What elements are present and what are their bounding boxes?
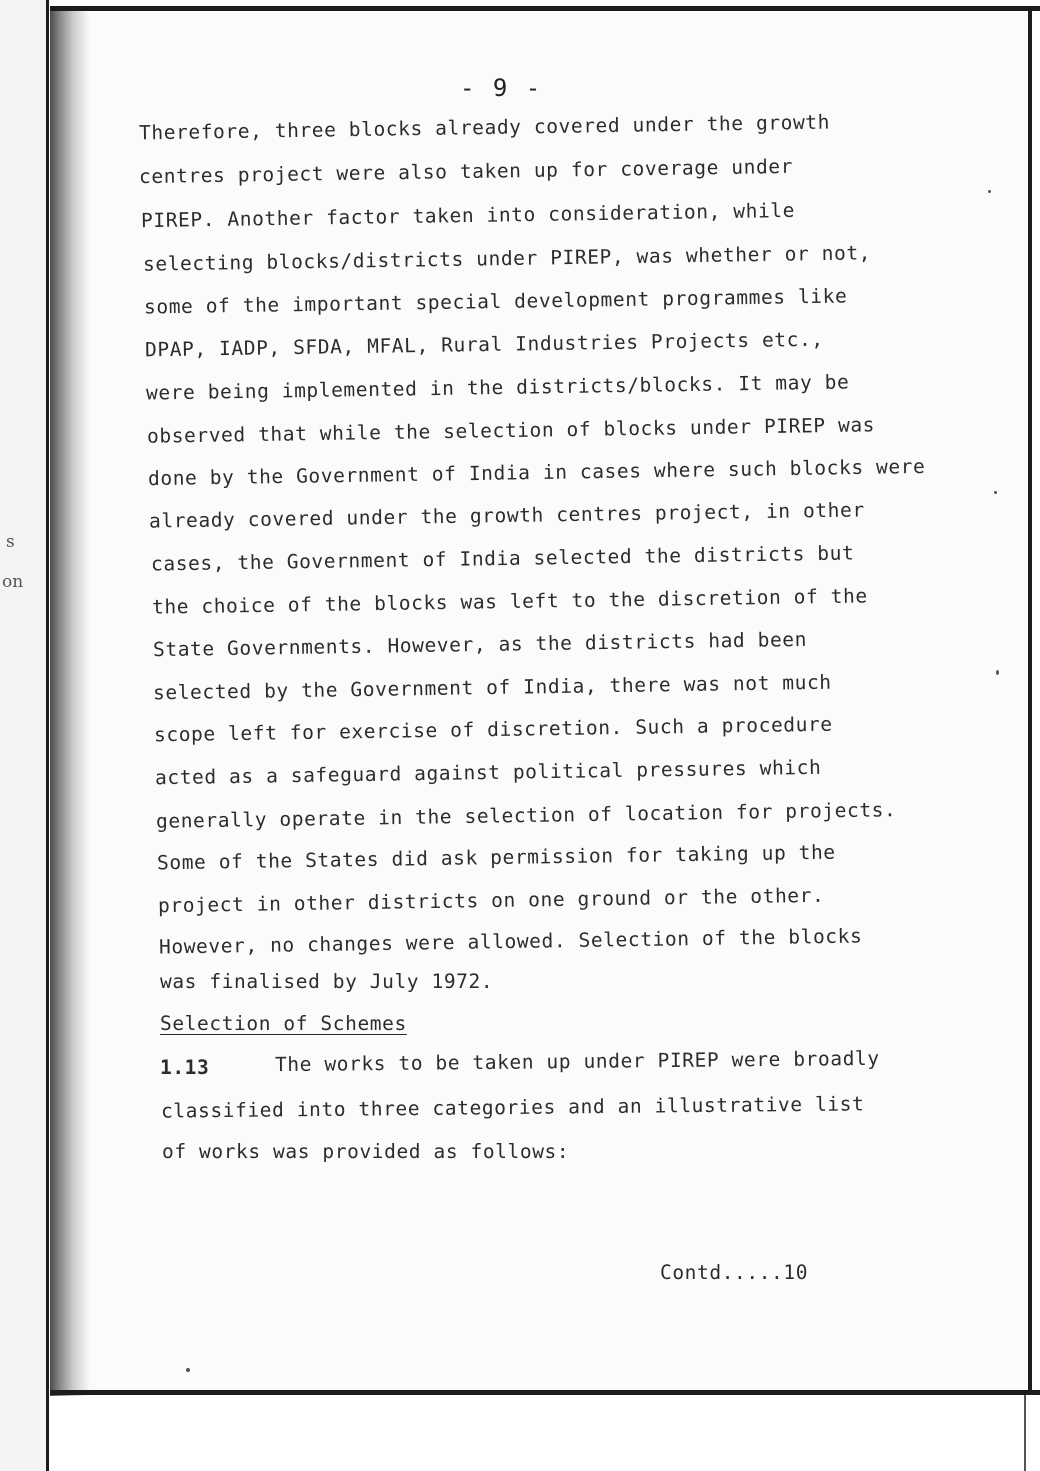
body-line: Therefore, three blocks already covered under the growth bbox=[138, 110, 831, 145]
body-line: generally operate in the selection of location for projects. bbox=[155, 798, 897, 833]
body-line: were being implemented in the districts/blocks. It may be bbox=[145, 370, 850, 405]
body-line: scope left for exercise of discretion. Such a procedure bbox=[153, 712, 833, 747]
page-top-edge bbox=[50, 6, 1040, 11]
binding-shadow bbox=[50, 11, 90, 1396]
page-number: - 9 - bbox=[460, 74, 543, 102]
section-heading: Selection of Schemes bbox=[160, 1012, 407, 1035]
page-bottom-edge bbox=[50, 1390, 1040, 1395]
body-line: Some of the States did ask permission for taking up the bbox=[156, 840, 836, 875]
scan-speck bbox=[186, 1368, 190, 1372]
section-line: of works was provided as follows: bbox=[162, 1140, 570, 1163]
section-line: classified into three categories and an illustrative list bbox=[160, 1092, 865, 1123]
body-line: observed that while the selection of blocks under PIREP was bbox=[146, 413, 876, 448]
body-line: the choice of the blocks was left to the discretion of the bbox=[151, 584, 868, 619]
left-page-strip bbox=[0, 0, 49, 1471]
page-right-edge-lower bbox=[1024, 1395, 1026, 1471]
body-line: done by the Government of India in cases where such blocks were bbox=[147, 454, 926, 491]
body-line: centres project were also taken up for coverage under bbox=[138, 154, 794, 189]
paragraph-number: 1.13 bbox=[160, 1056, 210, 1079]
body-line: selected by the Government of India, there was not much bbox=[152, 670, 832, 705]
page-right-edge bbox=[1028, 6, 1032, 1394]
continued-marker: Contd.....10 bbox=[660, 1261, 809, 1284]
margin-fragment: on bbox=[2, 572, 24, 592]
body-line: was finalised by July 1972. bbox=[160, 970, 494, 993]
body-line: cases, the Government of India selected the districts but bbox=[150, 541, 855, 576]
body-line: DPAP, IADP, SFDA, MFAL, Rural Industries Projects etc., bbox=[144, 327, 824, 362]
margin-fragment: s bbox=[6, 532, 15, 552]
body-line: PIREP. Another factor taken into consideration, while bbox=[140, 198, 796, 233]
scan-speck bbox=[996, 670, 999, 675]
section-line: The works to be taken up under PIREP were broadly bbox=[274, 1046, 880, 1077]
body-line: some of the important special development programmes like bbox=[143, 284, 848, 319]
body-line: project in other districts on one ground or the other. bbox=[157, 883, 825, 918]
body-line: already covered under the growth centres project, in other bbox=[148, 498, 865, 533]
body-line: acted as a safeguard against political pressures which bbox=[154, 755, 822, 790]
scan-speck bbox=[994, 491, 997, 494]
body-line: However, no changes were allowed. Selection of the blocks bbox=[158, 924, 863, 959]
body-line: State Governments. However, as the districts had been bbox=[152, 627, 808, 662]
body-line: selecting blocks/districts under PIREP, was whether or not, bbox=[142, 241, 872, 276]
scan-speck bbox=[988, 190, 991, 193]
